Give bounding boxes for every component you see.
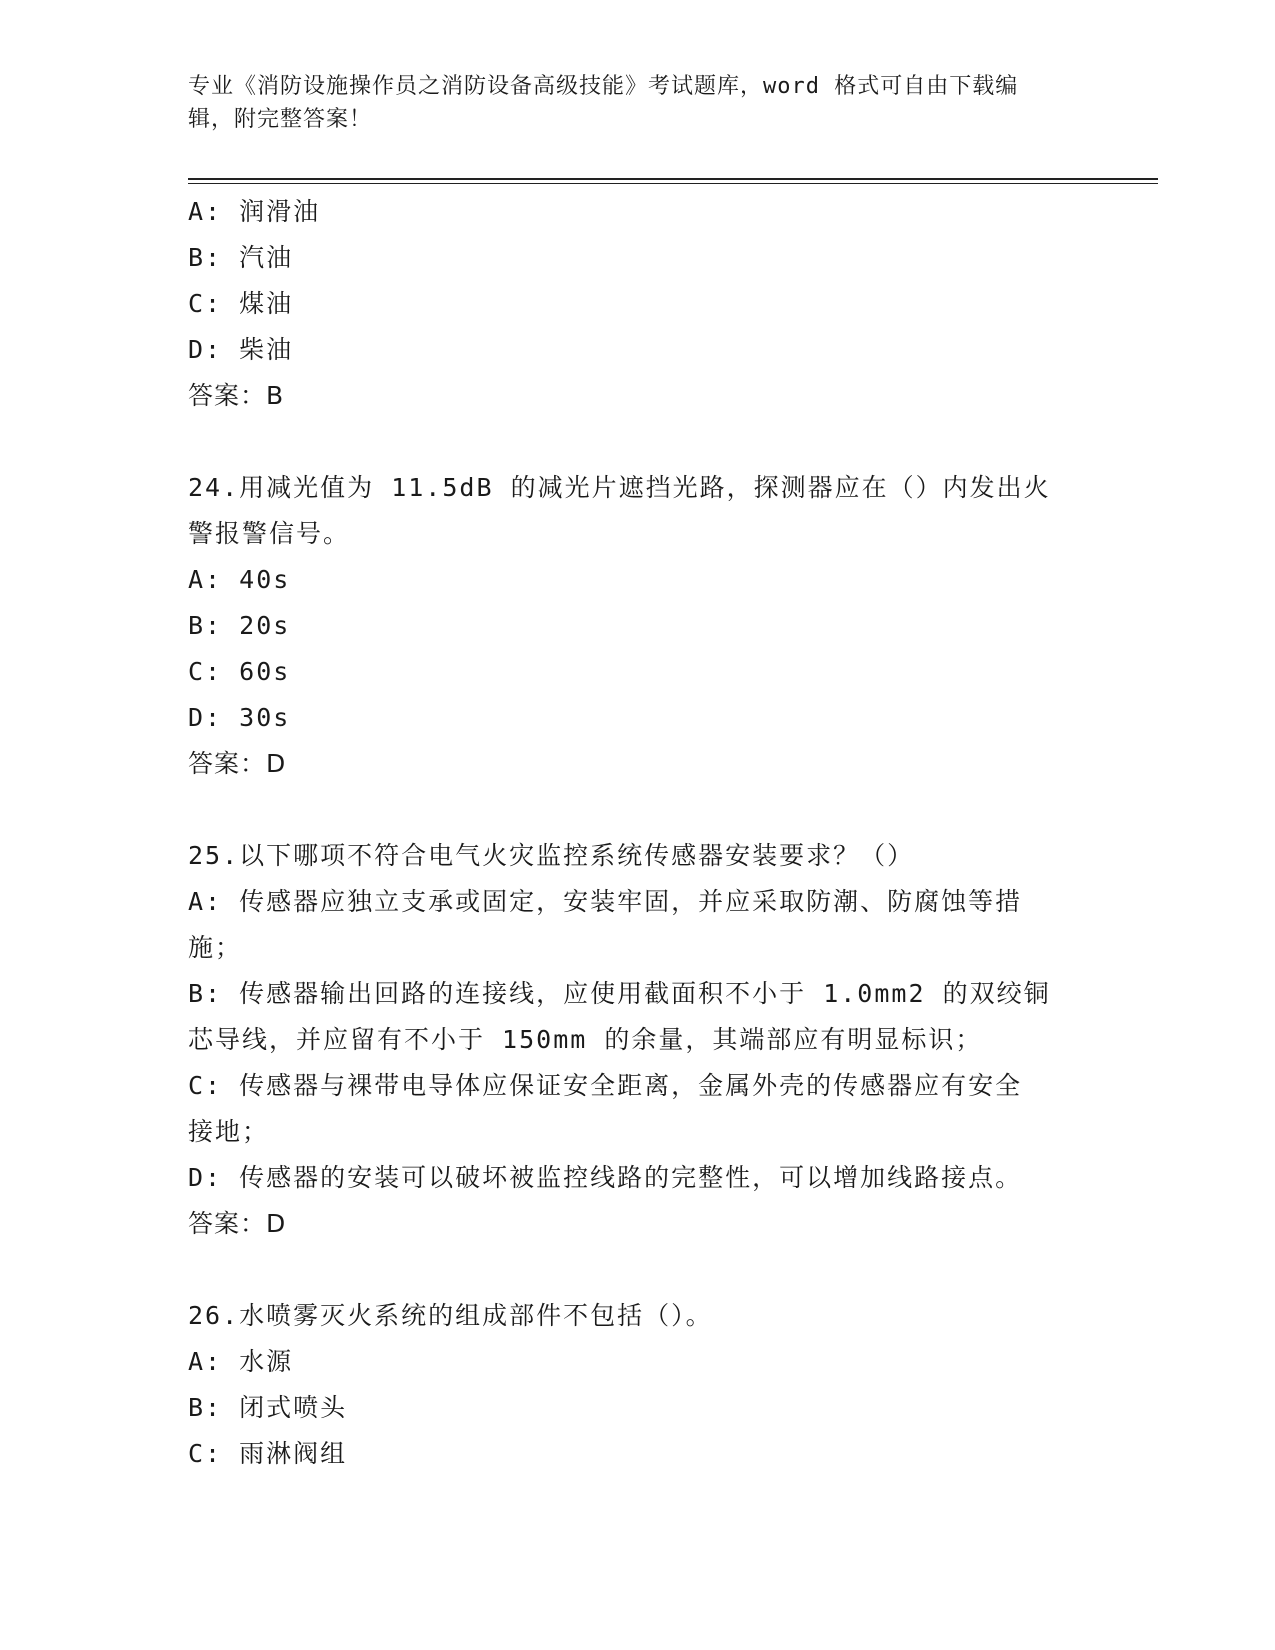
question-stem: 26.水喷雾灭火系统的组成部件不包括（）。 bbox=[188, 1301, 713, 1330]
option-a: A: 水源 bbox=[188, 1347, 294, 1376]
question-stem-cont: 警报警信号。 bbox=[188, 519, 351, 548]
option-c: C: 60s bbox=[188, 657, 291, 686]
question-block-23 bbox=[188, 189, 1088, 419]
spacer bbox=[188, 787, 1088, 833]
header-line-2: 辑，附完整答案！ bbox=[188, 107, 373, 132]
header-divider-thick bbox=[188, 178, 1158, 180]
question-block-25 bbox=[188, 833, 1088, 1247]
header-line-1: 专业《消防设施操作员之消防设备高级技能》考试题库，word 格式可自由下载编 bbox=[188, 74, 1019, 99]
option-b: B: 20s bbox=[188, 611, 291, 640]
question-list bbox=[188, 189, 1088, 1477]
option-c: C: 雨淋阀组 bbox=[188, 1439, 348, 1468]
option-b-cont: 芯导线，并应留有不小于 150mm 的余量，其端部应有明显标识； bbox=[188, 1025, 983, 1054]
option-d: D: 柴油 bbox=[188, 335, 294, 364]
header-divider-thin bbox=[188, 183, 1158, 184]
question-stem: 25.以下哪项不符合电气火灾监控系统传感器安装要求？（） bbox=[188, 841, 915, 870]
option-a: A: 润滑油 bbox=[188, 197, 321, 226]
spacer bbox=[188, 1247, 1088, 1293]
answer-line: 答案：D bbox=[188, 749, 287, 778]
answer-line: 答案：B bbox=[188, 381, 285, 410]
document-header bbox=[188, 70, 1068, 136]
option-d: D: 传感器的安装可以破坏被监控线路的完整性，可以增加线路接点。 bbox=[188, 1163, 1023, 1192]
option-b: B: 传感器输出回路的连接线，应使用截面积不小于 1.0mm2 的双绞铜 bbox=[188, 979, 1051, 1008]
option-a: A: 40s bbox=[188, 565, 291, 594]
option-c: C: 传感器与裸带电导体应保证安全距离，金属外壳的传感器应有安全 bbox=[188, 1071, 1023, 1100]
option-d: D: 30s bbox=[188, 703, 291, 732]
spacer bbox=[188, 419, 1088, 465]
option-b: B: 汽油 bbox=[188, 243, 294, 272]
question-block-24 bbox=[188, 465, 1088, 787]
option-c-cont: 接地； bbox=[188, 1117, 270, 1146]
option-b: B: 闭式喷头 bbox=[188, 1393, 348, 1422]
question-stem: 24.用减光值为 11.5dB 的减光片遮挡光路，探测器应在（）内发出火 bbox=[188, 473, 1051, 502]
option-c: C: 煤油 bbox=[188, 289, 294, 318]
answer-line: 答案：D bbox=[188, 1209, 287, 1238]
question-block-26 bbox=[188, 1293, 1088, 1477]
option-a: A: 传感器应独立支承或固定，安装牢固，并应采取防潮、防腐蚀等措 bbox=[188, 887, 1023, 916]
option-a-cont: 施； bbox=[188, 933, 243, 962]
